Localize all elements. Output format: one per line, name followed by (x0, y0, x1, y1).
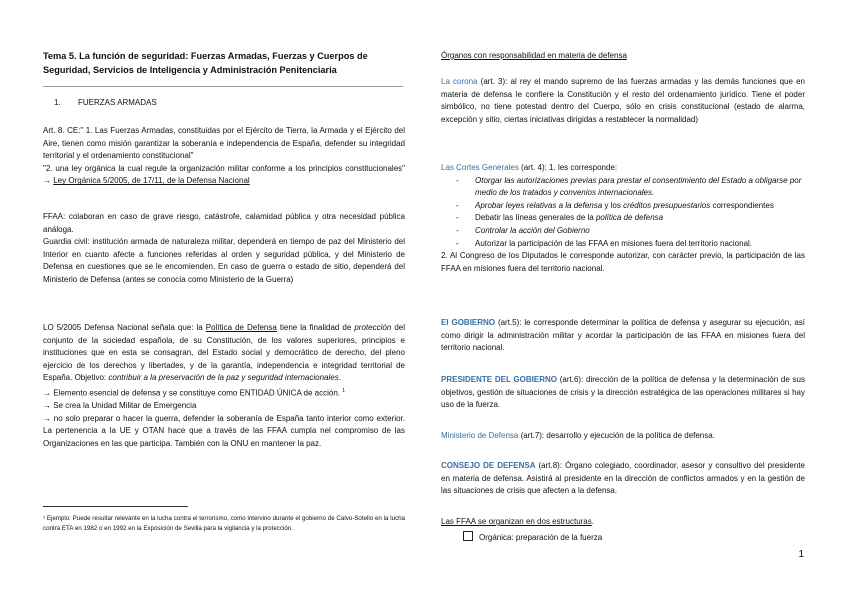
ffaa-org-dot: . (591, 517, 594, 526)
footnote-ref[interactable]: 1 (342, 387, 346, 394)
lo-text-1: LO 5/2005 Defensa Nacional señala que: la (43, 323, 206, 332)
corona-label: La corona (441, 77, 478, 86)
document-title: Tema 5. La función de seguridad: Fuerzas Armadas, Fuerzas y Cuerpos de Seguridad, Servicios de Inteligencia y Administración Penitenciaria (43, 51, 368, 75)
section-title: FUERZAS ARMADAS (78, 98, 157, 107)
ffaa-block (43, 211, 405, 287)
cortes-paragraph-2: 2. Al Congreso de los Diputados le corresponde autorizar, con carácter previo, la participación de las FFAA en misiones fuera del territorio nacional. (441, 251, 805, 273)
cortes-label: Las Cortes Generales (441, 163, 519, 172)
consejo-text: (art.8): Órgano colegiado, coordinador, asesor y consultivo del presidente en materia de defensa. Asistirá al presidente en la dirección de conflictos armados y en la gestión de las situaciones de crisis que afecten a la defensa. (441, 461, 806, 496)
gobierno-label: El GOBIERNO (441, 318, 496, 327)
art8-block (43, 125, 405, 188)
list-item: - Autorizar la participación de las FFAA en misiones fuera del territorio nacional. (441, 238, 805, 251)
lo-paragraph (43, 322, 405, 385)
footnote-divider (43, 506, 188, 507)
arrow-1-text: → Elemento esencial de defensa y se constituye como ENTIDAD ÚNICA de acción. (43, 388, 341, 398)
presidente-block (441, 374, 805, 412)
corona-block (441, 76, 805, 126)
art8-2-text: "2. una ley orgánica la cual regule la organización militar conforme a los principios constitucionales" → (43, 163, 405, 186)
lo-italic-1: protección (354, 323, 392, 332)
page-number: 1 (798, 549, 804, 560)
ley-organica-link[interactable]: Ley Orgánica 5/2005, de 17/11, de la Defensa Nacional (53, 176, 250, 186)
ministerio-text: (art.7): desarrollo y ejecución de la política de defensa. (518, 431, 715, 440)
lo-text-3: del conjunto de la sociedad española, de su Constitución, de los valores superiores, principios e instituciones que en esta se consagran, del Estado social y democrático de derecho, del pleno ejercicio de los derechos y libertades, y de la garantía, independencia e integridad territorial de España. Objetivo: (43, 323, 406, 383)
checkbox-icon[interactable] (463, 531, 473, 541)
title-divider (43, 86, 403, 87)
arrow-item-3: → no solo preparar o hacer la guerra, defender la soberanía de España tanto interior como exterior. La pertenencia a la UE y OTAN hace que a través de las FFAA cumpla nel compromiso de las Organizaciones en las que participa. También con la ONU en mantener la paz. (43, 413, 405, 448)
list-item: - Debatir las líneas generales de la política de defensa (441, 212, 805, 225)
lo-text-4: . (338, 373, 341, 383)
ministerio-label: Ministerio de Defensa (441, 431, 519, 440)
organos-heading: Órganos con responsabilidad en materia de defensa (441, 51, 627, 60)
politica-defensa-link[interactable]: Política de Defensa (205, 323, 277, 332)
lo-text-2: tiene la finalidad de (276, 323, 355, 332)
presidente-label: PRESIDENTE DEL GOBIERNO (441, 375, 557, 384)
art8-2-paragraph (43, 163, 405, 188)
organica-item (441, 531, 827, 545)
presidente-text: (art.6): dirección de la política de defensa y la determinación de sus objetivos, gestión de situaciones de crisis y la dirección estratégica de las operaciones militares si hay uso de la fuerza. (441, 375, 805, 410)
list-item: - Aprobar leyes relativas a la defensa y los créditos presupuestarios correspondientes (441, 200, 805, 213)
section-number: 1. (54, 98, 61, 107)
list-item: - Otorgar las autorizaciones previas para prestar el consentimiento del Estado a obligarse por medio de los tratados y convenios internacionales. (441, 175, 805, 200)
organica-text: Orgánica: preparación de la fuerza (479, 533, 603, 542)
footnote: ¹ Ejemplo: Puede resultar relevante en la lucha contra el terrorismo, como intervino durante el gobierno de Calvo-Sotello en la lucha contra ETA en 1982 o en 1992 en la Exposición de Sevilla para la vigilancia y la protección. (43, 515, 405, 532)
arrow-item-2: → Se crea la Unidad Militar de Emergencia (43, 401, 197, 411)
section-heading (43, 97, 157, 110)
consejo-label: CONSEJO DE DEFENSA (441, 461, 536, 470)
guardia-civil-paragraph: Guardia civil: institución armada de naturaleza militar, dependerá en tiempo de paz del Ministerio del Interior en cuanto afecte a funciones referidas al orden y seguridad pública, y del Ministerio de Defensa en cuestiones que se le encomienden. En caso de guerra o estado de sitio, dependerá del Ministerio de Defensa (antes se conocía como Ministerio de la Guerra) (43, 237, 405, 284)
art8-paragraph: Art. 8. CE:" 1. Las Fuerzas Armadas, constituidas por el Ejército de Tierra, la Armada y el Ejército del Aire, tienen como misión garantizar la soberanía e independencia de España, defender su integridad territorial y el ordenamiento constitucional" (43, 126, 405, 161)
lo-block (43, 322, 405, 451)
list-item: - Controlar la acción del Gobierno (441, 225, 805, 238)
ffaa-paragraph: FFAA: colaboran en caso de grave riesgo, catástrofe, calamidad pública y otra necesidad pública análoga. (43, 212, 405, 234)
lo-italic-2: contribuir a la preservación de la paz y seguridad internacionales (108, 373, 339, 383)
ffaa-org-heading: Las FFAA se organizan en dos estructuras (441, 517, 592, 526)
consejo-block (441, 460, 805, 498)
cortes-block (441, 162, 805, 275)
ministerio-block (441, 430, 805, 443)
cortes-list (441, 175, 805, 251)
gobierno-text: (art.5): le corresponde determinar la política de defensa y asegurar su ejecución, así como dirigir la administración militar y acordar la participación de las FFAA en misiones fuera del territorio nacional. (441, 318, 805, 353)
cortes-text: (art. 4): 1. les corresponde: (518, 163, 618, 172)
corona-text: (art. 3): al rey el mando supremo de las fuerzas armadas y las demás funciones que en materia de defensa le confiere la Constitución y el resto del ordenamiento jurídico. Tiene el poder simbólico, no tiene potestad dentro del Cuerpo, sólo en crisis constitucional (estado de alarma, excepción y sitio, ciertas iniciativas dirigidas a restablecer la normalidad) (441, 77, 805, 124)
ffaa-organizacion (441, 516, 805, 529)
gobierno-block (441, 317, 805, 355)
arrow-item-1 (43, 385, 405, 400)
